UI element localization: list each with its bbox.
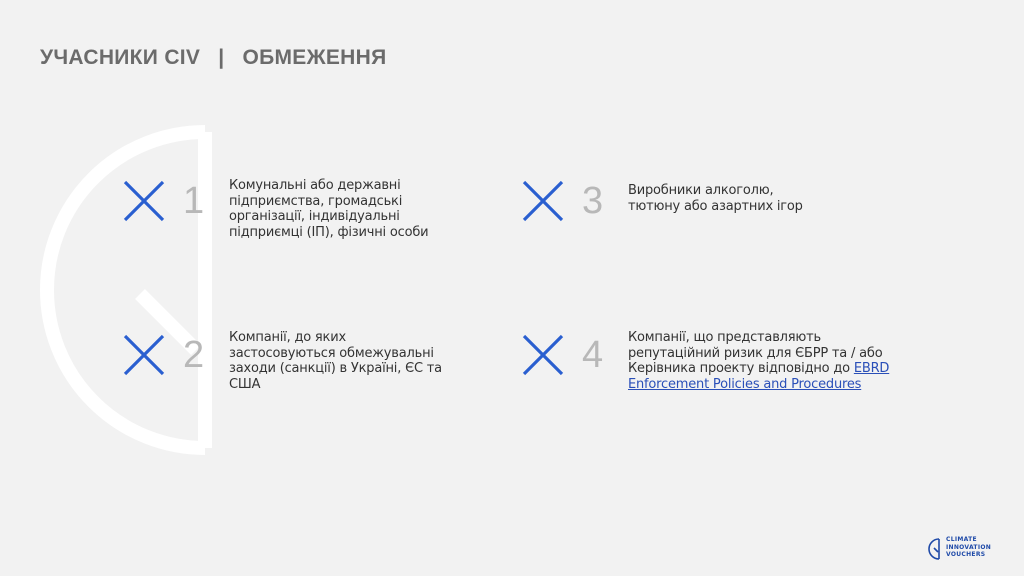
restriction-text [628,330,913,392]
logo-line-1: CLIMATE [946,536,977,543]
cross-icon [522,334,564,376]
logo-mark-icon [928,537,944,561]
logo-text [946,536,991,559]
title-left: УЧАСНИКИ CIV [40,46,201,69]
restriction-number: 3 [582,180,604,222]
restriction-text-prefix: Компанії, що представляють репутаційний ризик для ЄБРР та / або Керівника проекту відповідно до [628,330,883,376]
title-right: ОБМЕЖЕННЯ [242,46,387,69]
title-separator: | [218,46,225,69]
ebrd-policies-link[interactable]: EBRD Enforcement Policies and Procedures [628,361,890,392]
logo-line-3: VOUCHERS [946,551,986,558]
climate-innovation-vouchers-logo [928,536,1008,566]
restriction-number: 1 [183,180,205,222]
restriction-number: 4 [582,334,604,376]
cross-icon [123,180,165,222]
restriction-text: Виробники алкоголю, тютюну або азартних ігор [628,183,803,214]
restriction-text: Компанії, до яких застосовуються обмежувальні заходи (санкції) в Україні, ЄС та США [229,330,442,392]
cross-icon [123,334,165,376]
restriction-text: Комунальні або державні підприємства, громадські організації, індивідуальні підприємці (ІП), фізичні особи [229,178,429,240]
logo-line-2: INNOVATION [946,543,992,551]
restriction-number: 2 [183,334,205,376]
cross-icon [522,180,564,222]
page-title [40,46,386,70]
